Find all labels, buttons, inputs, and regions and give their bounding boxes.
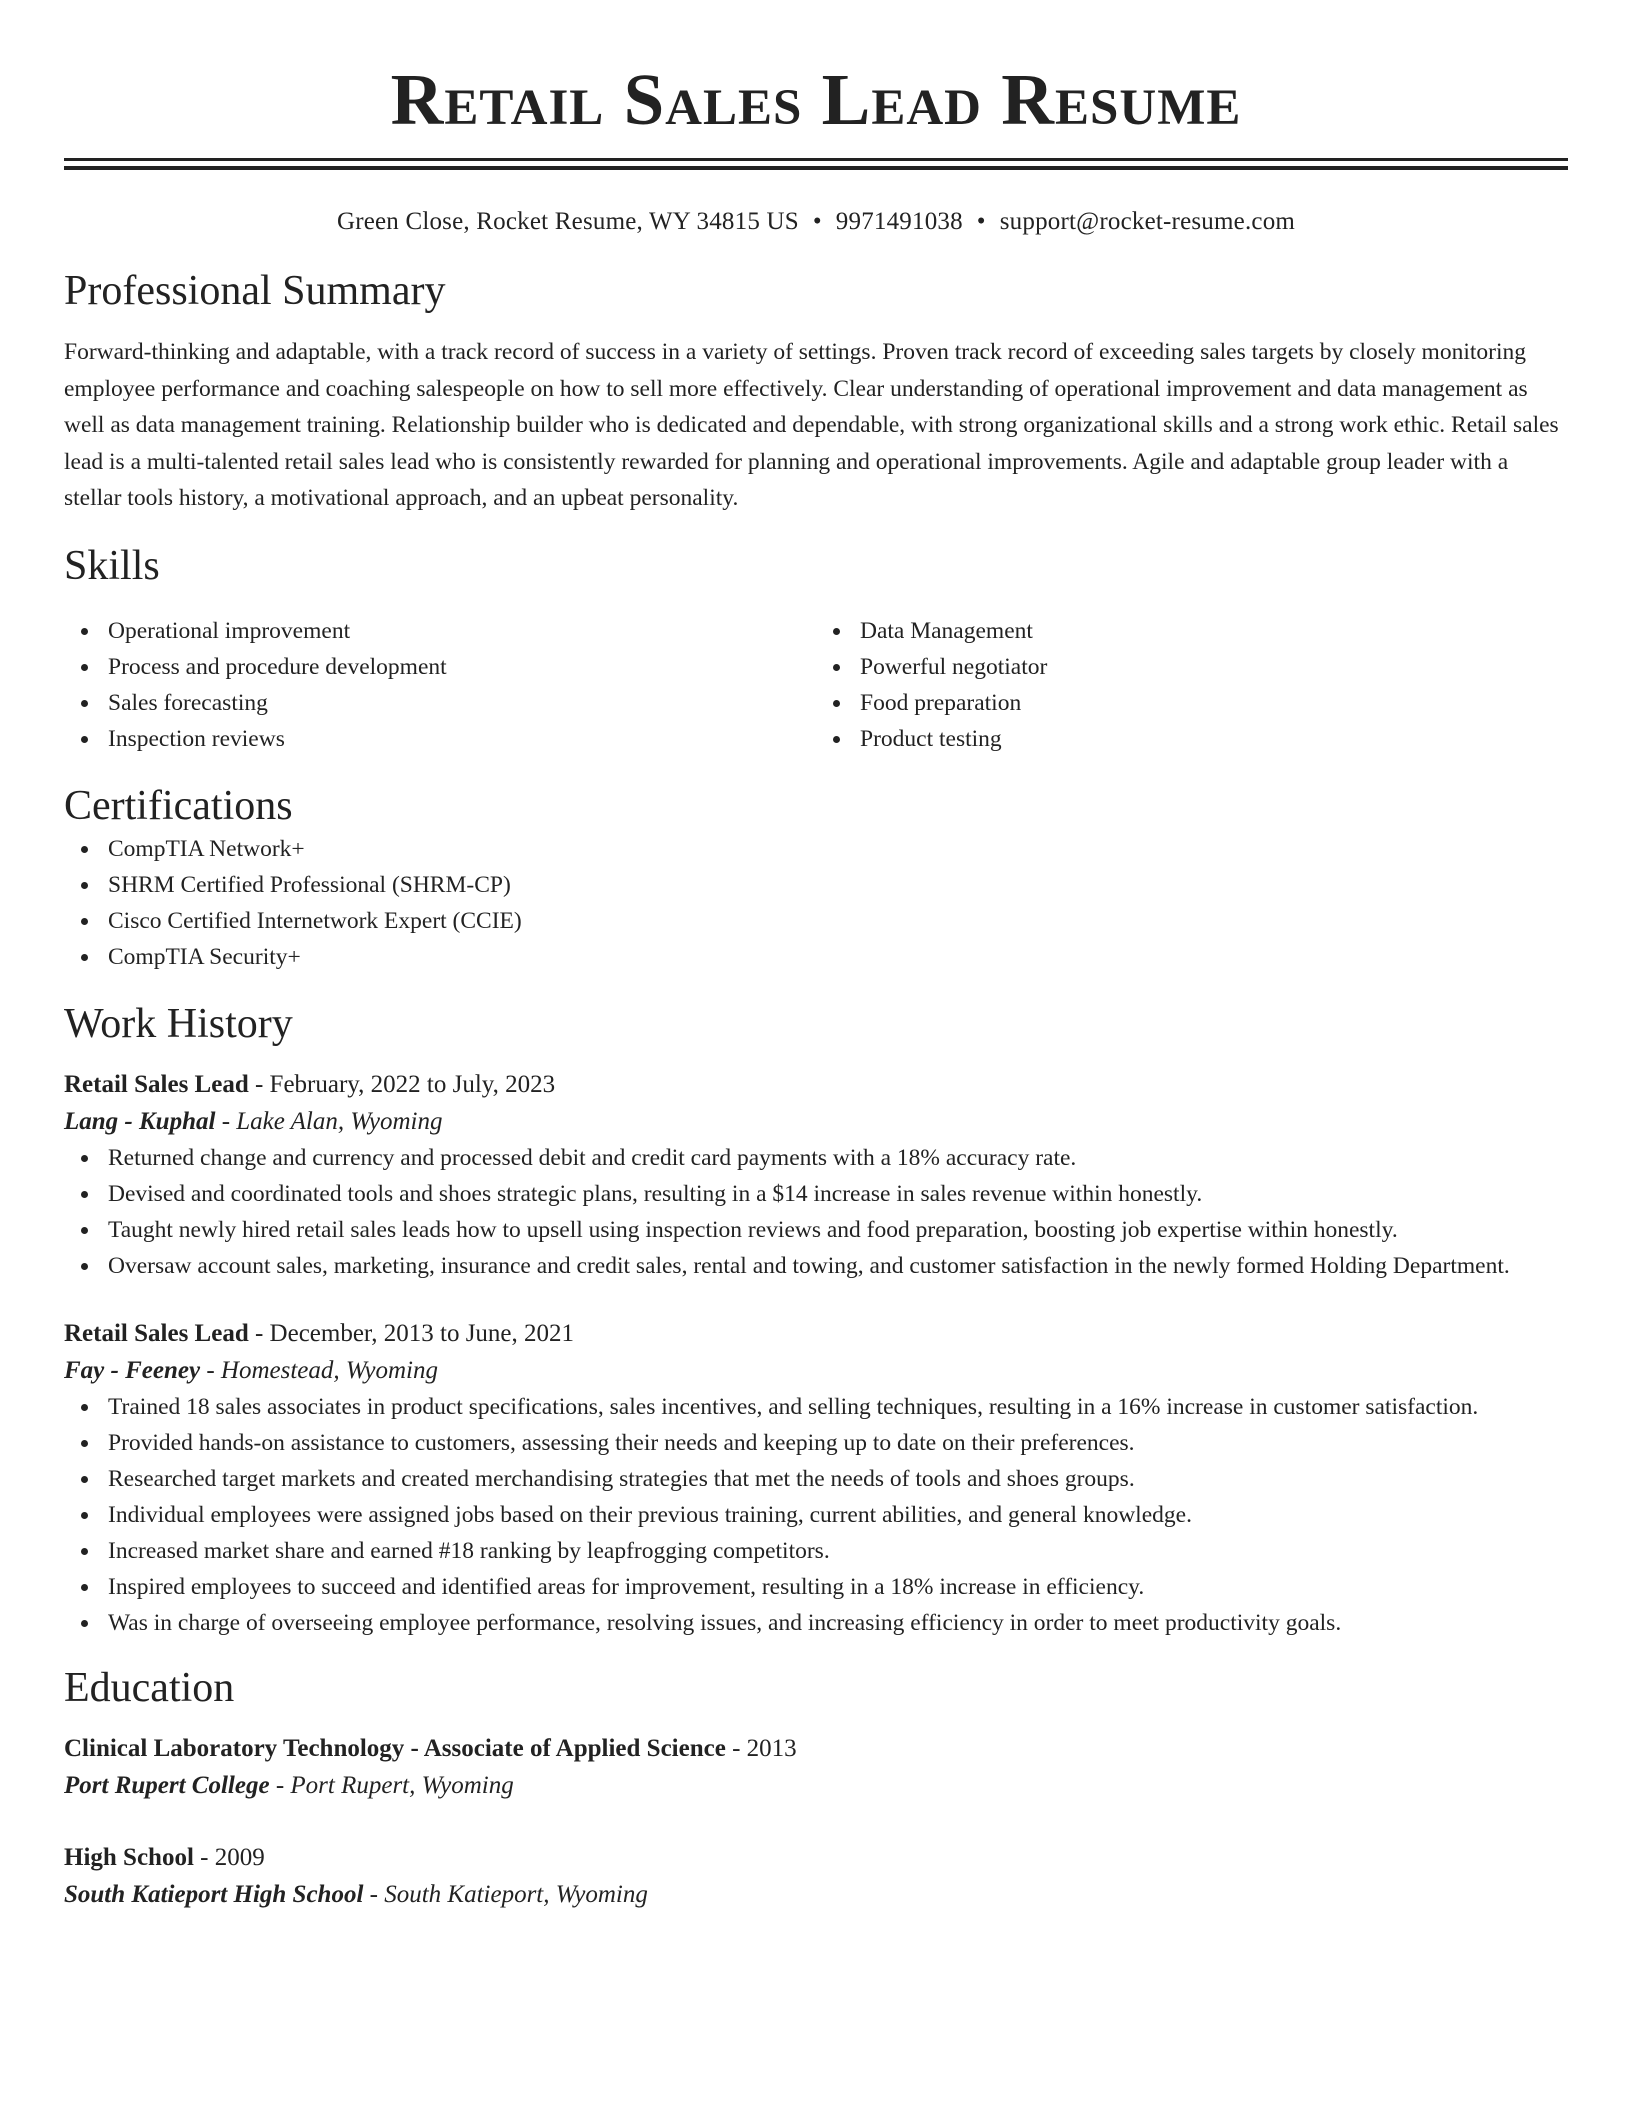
- job-duty-item: Trained 18 sales associates in product specifications, sales incentives, and selling techniques, resulting in a 16% increase in customer satisfaction.: [64, 1389, 1568, 1425]
- certifications-heading: Certifications: [64, 782, 293, 829]
- skill-item: Product testing: [816, 721, 1568, 757]
- skill-item: Data Management: [816, 613, 1568, 649]
- skill-item: Sales forecasting: [64, 685, 816, 721]
- skills-column-right: [816, 613, 1568, 757]
- job-duty-item: Researched target markets and created merchandising strategies that met the needs of tools and shoes groups.: [64, 1461, 1568, 1497]
- job-employer: Lang - Kuphal: [64, 1107, 216, 1135]
- certifications-list: [64, 831, 1568, 975]
- summary-heading: Professional Summary: [64, 268, 446, 314]
- education-dash: -: [269, 1771, 291, 1799]
- education-dash: -: [193, 1843, 215, 1871]
- job-duty-item: Taught newly hired retail sales leads how to upsell using inspection reviews and food preparation, boosting job expertise within honestly.: [64, 1212, 1568, 1248]
- education-heading: Education: [64, 1664, 235, 1711]
- job-employer-line: [64, 1103, 1568, 1140]
- job-dash: -: [248, 1319, 270, 1347]
- job-location: Homestead, Wyoming: [220, 1356, 438, 1384]
- education-degree-line: [64, 1731, 1568, 1767]
- skill-item: Operational improvement: [64, 613, 816, 649]
- skill-item: Powerful negotiator: [816, 649, 1568, 685]
- skill-item: Process and procedure development: [64, 649, 816, 685]
- education-school-line: [64, 1767, 1568, 1804]
- certification-item: CompTIA Security+: [64, 939, 1568, 975]
- education-school: Port Rupert College: [64, 1771, 270, 1799]
- job-employer-line: [64, 1352, 1568, 1389]
- job-duty-item: Returned change and currency and processed debit and credit card payments with a 18% accuracy rate.: [64, 1140, 1568, 1176]
- education-school-line: [64, 1876, 1568, 1913]
- education-location: South Katieport, Wyoming: [384, 1880, 648, 1908]
- education-dash: -: [725, 1734, 747, 1762]
- job-dash: -: [248, 1070, 270, 1098]
- job-duty-item: Devised and coordinated tools and shoes strategic plans, resulting in a $14 increase in sales revenue within honestly.: [64, 1176, 1568, 1212]
- summary-text: Forward-thinking and adaptable, with a track record of success in a variety of settings. Proven track record of exceeding sales targets by closely monitoring employee performance and coaching salespeople on how to sell more effectively. Clear understanding of operational improvement and data management as well as data management training. Relationship builder who is dedicated and dependable, with strong organizational skills and a strong work ethic. Retail sales lead is a multi-talented retail sales lead who is consistently rewarded for planning and operational improvements. Agile and adaptable group leader with a stellar tools history, a motivational approach, and an upbeat personality.: [64, 339, 1559, 511]
- skills-column-left: [64, 613, 816, 757]
- education-school: South Katieport High School: [64, 1880, 364, 1908]
- job-duties-list: [64, 1140, 1568, 1284]
- job-dash: -: [200, 1356, 221, 1384]
- job-duty-item: Individual employees were assigned jobs based on their previous training, current abilities, and general knowledge.: [64, 1497, 1568, 1533]
- education-entry: [64, 1840, 1568, 1913]
- education-degree: Clinical Laboratory Technology - Associate of Applied Science: [64, 1734, 726, 1762]
- education-degree: High School: [64, 1843, 194, 1871]
- education-degree-line: [64, 1840, 1568, 1876]
- job-location: Lake Alan, Wyoming: [236, 1107, 443, 1135]
- job-title-line: [64, 1067, 1568, 1103]
- contact-separator: •: [812, 208, 822, 235]
- job-entry: [64, 1316, 1568, 1641]
- job-dash: -: [215, 1107, 237, 1135]
- education-entry: [64, 1731, 1568, 1804]
- contact-address: Green Close, Rocket Resume, WY 34815 US: [336, 208, 799, 235]
- job-employer: Fay - Feeney: [64, 1356, 201, 1384]
- job-duty-item: Increased market share and earned #18 ranking by leapfrogging competitors.: [64, 1533, 1568, 1569]
- job-duties-list: [64, 1389, 1568, 1641]
- job-duty-item: Provided hands-on assistance to customers, assessing their needs and keeping up to date on their preferences.: [64, 1425, 1568, 1461]
- job-title: Retail Sales Lead: [64, 1070, 249, 1098]
- education-year: 2009: [214, 1843, 265, 1871]
- job-dates: December, 2013 to June, 2021: [269, 1319, 575, 1347]
- skills-list-right: [816, 613, 1568, 757]
- contact-separator: •: [976, 208, 986, 235]
- work-history-heading: Work History: [64, 1000, 293, 1047]
- skills-grid: [64, 613, 1568, 757]
- job-duty-item: Was in charge of overseeing employee performance, resolving issues, and increasing efficiency in order to meet productivity goals.: [64, 1605, 1568, 1641]
- certification-item: Cisco Certified Internetwork Expert (CCIE): [64, 903, 1568, 939]
- job-entry: [64, 1067, 1568, 1284]
- education-year: 2013: [746, 1734, 797, 1762]
- title-divider: [64, 158, 1568, 170]
- contact-line: [64, 206, 1568, 238]
- job-title-line: [64, 1316, 1568, 1352]
- education-location: Port Rupert, Wyoming: [290, 1771, 514, 1799]
- contact-email: support@rocket-resume.com: [999, 208, 1296, 235]
- certification-item: SHRM Certified Professional (SHRM-CP): [64, 867, 1568, 903]
- skills-heading: Skills: [64, 542, 160, 589]
- certification-item: CompTIA Network+: [64, 831, 1568, 867]
- contact-phone: 9971491038: [835, 208, 963, 235]
- skills-list-left: [64, 613, 816, 757]
- job-dates: February, 2022 to July, 2023: [269, 1070, 556, 1098]
- education-dash: -: [363, 1880, 385, 1908]
- skill-item: Inspection reviews: [64, 721, 816, 757]
- skill-item: Food preparation: [816, 685, 1568, 721]
- job-duty-item: Oversaw account sales, marketing, insurance and credit sales, rental and towing, and customer satisfaction in the newly formed Holding Department.: [64, 1248, 1568, 1284]
- job-title: Retail Sales Lead: [64, 1319, 249, 1347]
- resume-title: Retail Sales Lead Resume: [390, 59, 1242, 140]
- job-duty-item: Inspired employees to succeed and identified areas for improvement, resulting in a 18% increase in efficiency.: [64, 1569, 1568, 1605]
